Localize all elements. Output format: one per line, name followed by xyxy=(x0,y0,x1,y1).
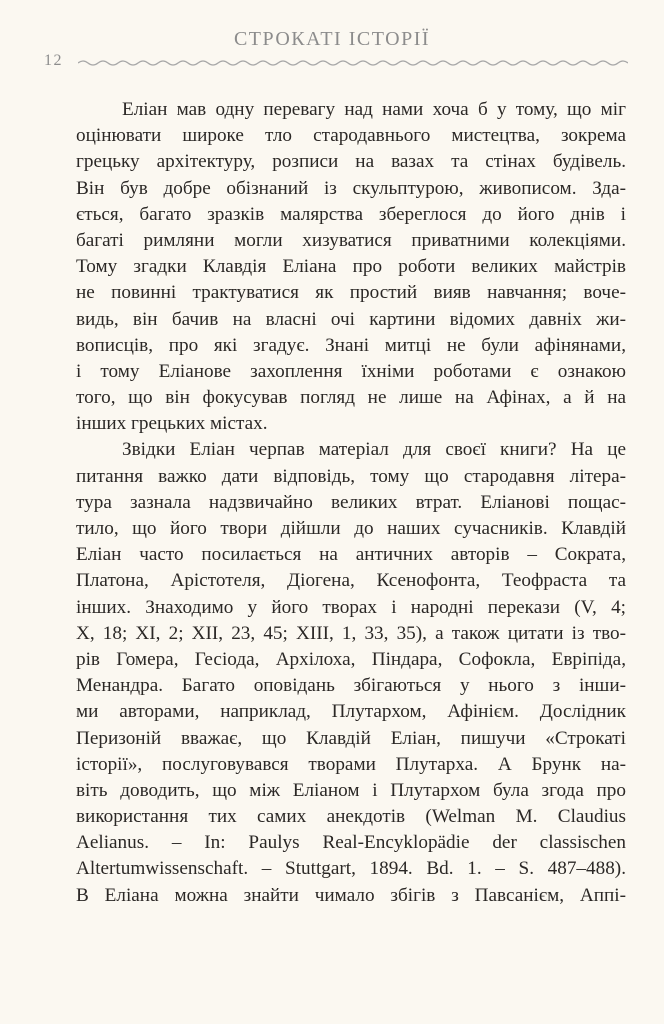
text-line: історії», послуговувався творами Плутарха. А Брунк на- xyxy=(76,753,626,775)
text-line: віть доводить, що між Еліаном і Плутархом була згода про xyxy=(76,779,626,801)
text-line: питання важко дати відповідь, тому що стародавня літера- xyxy=(76,465,626,487)
text-line: тило, що його твори дійшли до наших сучасників. Клавдій xyxy=(76,518,626,539)
text-line: багаті римляни могли хизуватися приватними колекціями. xyxy=(76,229,626,251)
text-line: грецьку архітектуру, розписи на вазах та стінах будівель. xyxy=(76,151,626,173)
body-text xyxy=(76,97,626,909)
text-line: того, що він фокусував погляд не лише на Афінах, а й на xyxy=(76,387,626,409)
text-line: ми авторами, наприклад, Плутархом, Афінієм. Дослідник xyxy=(76,701,626,723)
text-line: Тому згадки Клавдія Еліана про роботи великих майстрів xyxy=(76,256,626,278)
text-line: використання тих самих анекдотів (Welman M. Claudius xyxy=(76,806,626,828)
text-line: не повинні трактуватися як простий вияв навчання; воче- xyxy=(76,282,626,304)
text-line: тура зазнала надзвичайно великих втрат. Еліанові пощас- xyxy=(76,491,626,513)
text-line: ється, багато зразків малярства збереглося до його днів і xyxy=(76,203,626,225)
text-line: Перизоній вважає, що Клавдій Еліан, пишучи «Строкаті xyxy=(76,727,626,749)
text-line: рів Гомера, Гесіода, Архілоха, Піндара, Софокла, Евріпіда, xyxy=(76,648,626,670)
text-line: X, 18; XI, 2; XII, 23, 45; XIII, 1, 33, 35), а також цитати із тво- xyxy=(76,622,626,644)
text-line: Менандра. Багато оповідань збігаються у нього з інши- xyxy=(76,675,626,697)
wavy-rule-line xyxy=(78,61,628,65)
text-line: Aelianus. – In: Paulys Real-Encyklopädie der classischen xyxy=(76,832,626,854)
text-line: інших грецьких містах. xyxy=(76,413,268,435)
text-line: Він був добре обізнаний із скульптурою, живописом. Зда- xyxy=(76,177,626,199)
text-line: і тому Еліанове захоплення їхніми роботами є ознакою xyxy=(76,360,626,382)
text-line: інших. Знаходимо у його творах і народні перекази (V, 4; xyxy=(76,596,626,618)
text-line: оцінювати широке тло стародавнього мистецтва, зокрема xyxy=(76,125,626,147)
text-line: вописців, про які згадує. Знані митці не були афінянами, xyxy=(76,334,626,356)
wavy-rule-ornament xyxy=(78,56,628,70)
text-line: видь, він бачив на власні очі картини відомих давніх жи- xyxy=(76,308,626,330)
text-line: Altertumwissenschaft. – Stuttgart, 1894. Bd. 1. – S. 487–488). xyxy=(76,858,626,880)
text-line: Платона, Арістотеля, Діогена, Ксенофонта, Теофраста та xyxy=(76,570,626,592)
page-number: 12 xyxy=(44,52,63,69)
running-head: СТРОКАТІ ІСТОРІЇ xyxy=(233,28,431,50)
text-line: В Еліана можна знайти чимало збігів з Павсанієм, Аппі- xyxy=(76,884,626,906)
text-line: Еліан часто посилається на античних авторів – Сократа, xyxy=(76,544,626,566)
text-line: Звідки Еліан черпав матеріал для своєї книги? На це xyxy=(122,439,626,461)
text-line: Еліан мав одну перевагу над нами хоча б у тому, що міг xyxy=(122,99,626,120)
